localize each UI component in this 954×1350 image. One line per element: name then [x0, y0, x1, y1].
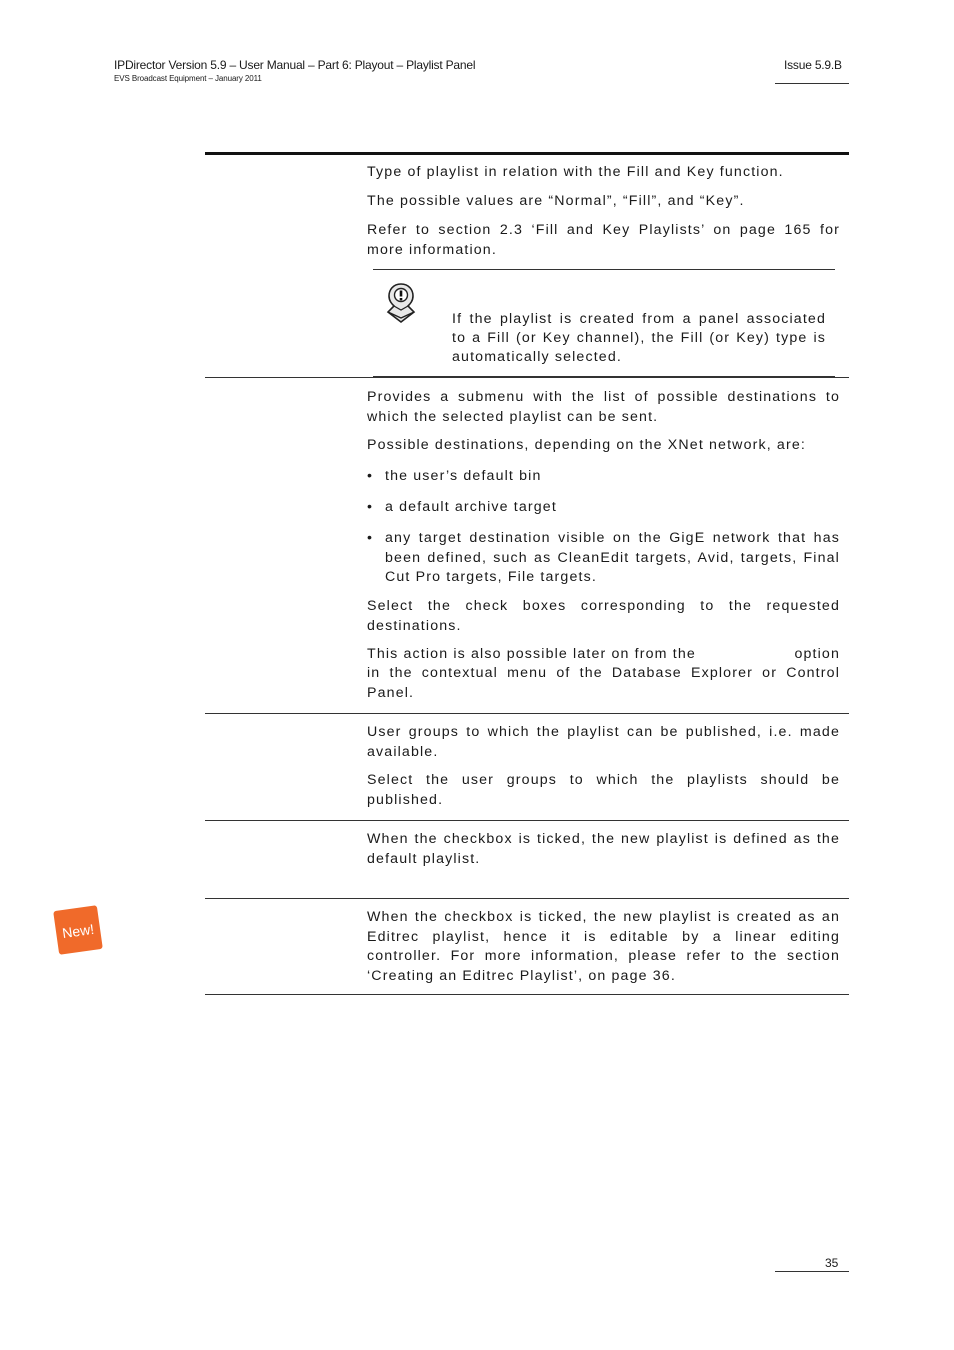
- list-item-text: any target destination visible on the GigE network that has been defined, such as CleanEdit targets, Avid, targets, Final Cut Pro targets, File targets.: [385, 530, 840, 585]
- send-to-paragraph-4-line-1: [367, 645, 840, 665]
- document-subtitle: EVS Broadcast Equipment – January 2011: [114, 74, 262, 83]
- table-bottom-rule: [205, 994, 849, 995]
- type-paragraph-1: Type of playlist in relation with the Fill and Key function.: [367, 164, 784, 180]
- default-paragraph-1: When the checkbox is ticked, the new playlist is defined as the default playlist.: [367, 831, 840, 867]
- note-text: If the playlist is created from a panel associated to a Fill (or Key channel), the Fill (or Key) type is automatically selected.: [452, 311, 826, 365]
- document-title: IPDirector Version 5.9 – User Manual – Part 6: Playout – Playlist Panel: [114, 58, 476, 72]
- type-paragraph-3: Refer to section 2.3 ‘Fill and Key Playlists’ on page 165 for more information.: [367, 222, 840, 258]
- list-item: [367, 467, 840, 487]
- row-divider: [205, 377, 849, 378]
- send-to-paragraph-1: Provides a submenu with the list of possible destinations to which the selected playlist can be sent.: [367, 389, 840, 425]
- send-to-paragraph-4-rest: in the contextual menu of the Database Explorer or Control Panel.: [367, 665, 840, 701]
- row-divider: [205, 820, 849, 821]
- row-divider: [205, 713, 849, 714]
- list-item: [367, 498, 840, 518]
- list-item-text: the user’s default bin: [385, 468, 542, 484]
- header-rule: [775, 83, 849, 84]
- footer-rule: [775, 1271, 849, 1272]
- table-top-rule: [205, 152, 849, 155]
- important-note-icon: [384, 282, 418, 324]
- note-top-rule: [373, 269, 835, 270]
- send-to-paragraph-3: Select the check boxes corresponding to the requested destinations.: [367, 598, 840, 634]
- new-badge-label: New!: [61, 920, 96, 942]
- issue-label: Issue 5.9.B: [784, 58, 842, 72]
- list-item-text: a default archive target: [385, 499, 557, 515]
- bullet-icon: •: [367, 468, 374, 484]
- send-to-paragraph-4-lead: This action is also possible later on from the: [367, 646, 696, 662]
- publish-paragraph-2: Select the user groups to which the playlists should be published.: [367, 772, 840, 808]
- bullet-icon: •: [367, 499, 374, 515]
- list-item: [367, 529, 840, 588]
- send-to-paragraph-2: Possible destinations, depending on the XNet network, are:: [367, 437, 806, 453]
- new-badge-icon: [53, 905, 103, 955]
- publish-paragraph-1: User groups to which the playlist can be published, i.e. made available.: [367, 724, 840, 760]
- option-word: option: [794, 646, 840, 662]
- type-paragraph-2: The possible values are “Normal”, “Fill”, and “Key”.: [367, 193, 745, 209]
- editrec-paragraph-1: When the checkbox is ticked, the new playlist is created as an Editrec playlist, hence it is editable by a linear editing controller. For more information, please refer to the section ‘Creating an Editrec Playlist’, on page 36.: [367, 909, 840, 984]
- page-number: 35: [825, 1256, 839, 1270]
- bullet-icon: •: [367, 530, 374, 546]
- row-divider: [205, 898, 849, 899]
